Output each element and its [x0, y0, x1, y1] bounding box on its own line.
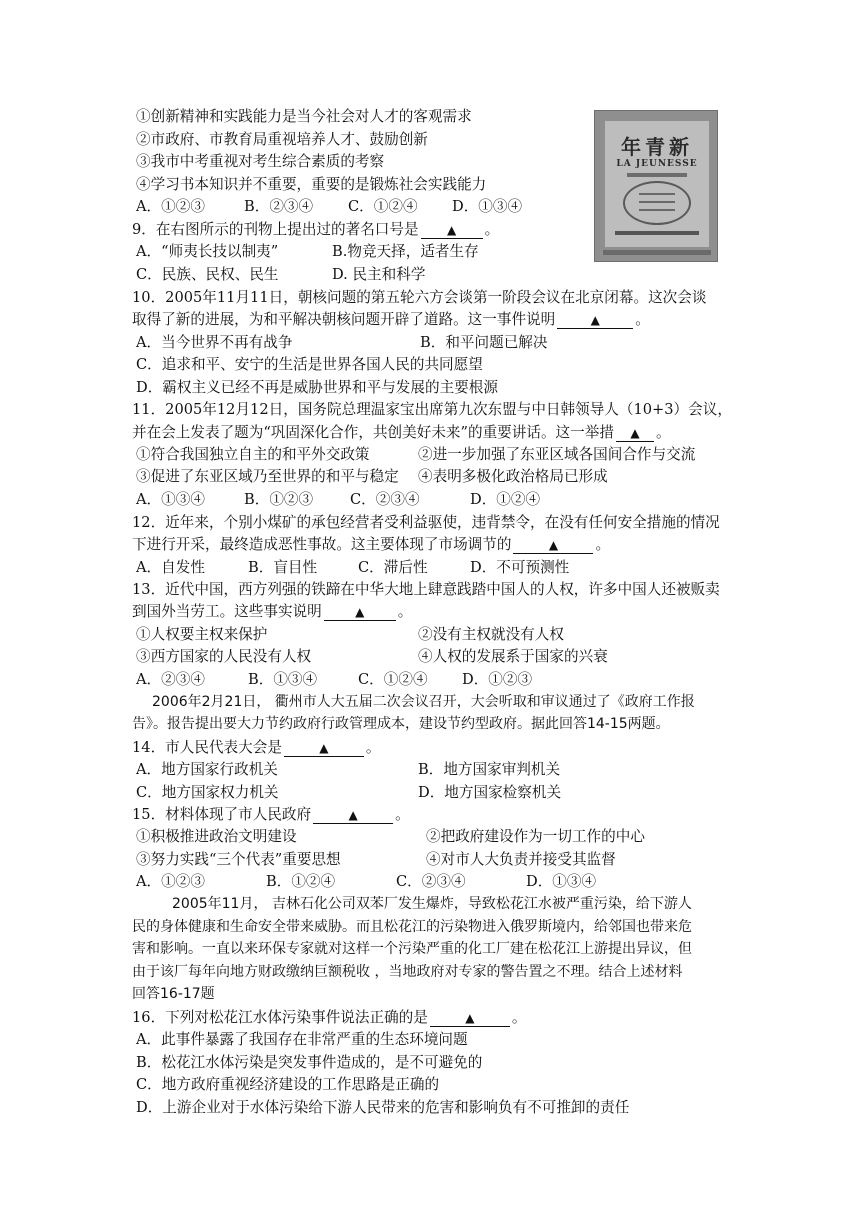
q12-option-a: A．自发性 — [136, 559, 205, 576]
q14-option-d: D．地方国家检察机关 — [418, 784, 562, 801]
q14-stem: 14．市人民代表大会是 ▲ 。 — [132, 739, 381, 756]
q8-statement: ④学习书本知识并不重要，重要的是锻炼社会实践能力 — [136, 176, 487, 193]
q12-stem-line2: 下进行开采，最终造成恶性事故。这主要体现了市场调节的 ▲ 。 — [132, 536, 611, 553]
material-paragraph: 回答16-17题 — [132, 986, 215, 1002]
q11-option-c: C．②③④ — [350, 491, 420, 508]
q11-statement: ②进一步加强了东亚区域各国间合作与交流 — [418, 446, 696, 463]
q11-statement: ①符合我国独立自主的和平外交政策 — [136, 446, 370, 463]
answer-blank: ▲ — [513, 537, 593, 554]
answer-blank: ▲ — [616, 425, 654, 442]
q10-option-d: D．霸权主义已经不再是威胁世界和平与发展的主要根源 — [136, 379, 498, 396]
q15-statement: ①积极推进政治文明建设 — [136, 828, 297, 845]
material-paragraph: 由于该厂每年向地方财政缴纳巨额税收 ，当地政府对专家的警告置之不理。结合上述材料 — [132, 964, 683, 980]
q13-statement: ③西方国家的人民没有人权 — [136, 648, 312, 665]
q9-option-a: A．“师夷长技以制夷” — [136, 243, 279, 260]
q15-statement: ④对市人大负责并接受其监督 — [426, 851, 616, 868]
q8-option-b: B．②③④ — [244, 198, 314, 215]
q11-stem-line1: 11．2005年12月12日，国务院总理温家宝出席第九次东盟与中日韩领导人（10+3）会议， — [132, 401, 732, 418]
material-paragraph: 告》。报告提出要大力节约政府行政管理成本，建设节约型政府。据此回答14-15两题。 — [132, 716, 670, 732]
q13-option-c: C．①②④ — [358, 671, 428, 688]
q16-option-b: B．松花江水体污染是突发事件造成的，是不可避免的 — [136, 1054, 483, 1071]
q10-option-c: C．追求和平、安宁的生活是世界各国人民的共同愿望 — [136, 356, 483, 373]
q15-statement: ②把政府建设作为一切工作的中心 — [426, 828, 645, 845]
cover-subtitle: LA JEUNESSE — [616, 159, 698, 169]
q15-option-d: D．①③④ — [526, 873, 597, 890]
answer-blank: ▲ — [430, 1010, 510, 1027]
answer-blank: ▲ — [313, 807, 393, 824]
answer-blank: ▲ — [284, 740, 364, 757]
q8-statement: ①创新精神和实践能力是当今社会对人才的客观需求 — [136, 108, 472, 125]
q12-option-b: B．盲目性 — [248, 559, 318, 576]
q10-option-b: B．和平问题已解决 — [420, 334, 548, 351]
q15-option-a: A．①②③ — [136, 873, 205, 890]
material-paragraph: 民的身体健康和生命安全带来威胁。而且松花江的污染物进入俄罗斯境内，给邻国也带来危 — [132, 919, 692, 935]
q12-option-c: C．滞后性 — [358, 559, 428, 576]
q13-statement: ①人权要主权来保护 — [136, 626, 268, 643]
q9-option-d: D. 民主和科学 — [332, 266, 426, 283]
q11-option-a: A．①③④ — [136, 491, 205, 508]
q11-option-b: B．①②③ — [244, 491, 314, 508]
q14-option-c: C．地方国家权力机关 — [136, 784, 279, 801]
q15-stem: 15．材料体现了市人民政府 ▲ 。 — [132, 806, 410, 823]
q9-stem: 9．在右图所示的刊物上提出过的著名口号是 ▲ 。 — [132, 221, 500, 238]
magazine-cover-image — [594, 110, 718, 262]
q11-statement: ④表明多极化政治格局已形成 — [418, 468, 608, 485]
material-paragraph: 2005年11月， 吉林石化公司双苯厂发生爆炸，导致松花江水被严重污染，给下游人 — [172, 896, 692, 912]
q11-stem-line2: 并在会上发表了题为“巩固深化合作，共创美好未来”的重要讲话。这一举措 ▲ 。 — [132, 424, 671, 441]
q9-option-b: B.物竞天择，适者生存 — [332, 243, 479, 260]
q9-option-c: C．民族、民权、民生 — [136, 266, 279, 283]
cover-title: 年青新 — [621, 135, 693, 159]
q15-option-b: B．①②④ — [266, 873, 336, 890]
q12-option-d: D．不可预测性 — [470, 559, 570, 576]
q15-statement: ③努力实践“三个代表”重要思想 — [136, 851, 341, 868]
q13-stem-line2: 到国外当劳工。这些事实说明 ▲ 。 — [132, 603, 413, 620]
answer-blank: ▲ — [557, 312, 633, 329]
material-paragraph: 害和影响。一直以来环保专家就对这样一个污染严重的化工厂建在松花江上游提出异议，但 — [132, 941, 692, 957]
q11-option-d: D．①②④ — [470, 491, 541, 508]
q13-stem-line1: 13．近代中国，西方列强的铁蹄在中华大地上肆意践踏中国人的人权，许多中国人还被贩卖 — [132, 581, 720, 598]
q11-statement: ③促进了东亚区域乃至世界的和平与稳定 — [136, 468, 399, 485]
q14-option-b: B．地方国家审判机关 — [418, 761, 561, 778]
q13-option-d: D．①②③ — [462, 671, 533, 688]
q10-option-a: A．当今世界不再有战争 — [136, 334, 293, 351]
q8-option-c: C．①②④ — [348, 198, 418, 215]
q16-option-d: D．上游企业对于水体污染给下游人民带来的危害和影响负有不可推卸的责任 — [136, 1099, 630, 1116]
q8-statement: ③我市中考重视对考生综合素质的考察 — [136, 153, 385, 170]
material-paragraph: 2006年2月21日， 衢州市人大五届二次会议召开，大会听取和审议通过了《政府工作报 — [152, 694, 695, 710]
q13-option-b: B．①③④ — [248, 671, 318, 688]
q15-option-c: C．②③④ — [396, 873, 466, 890]
q16-option-c: C．地方政府重视经济建设的工作思路是正确的 — [136, 1076, 440, 1093]
q8-statement: ②市政府、市教育局重视培养人才、鼓励创新 — [136, 131, 428, 148]
q14-option-a: A．地方国家行政机关 — [136, 761, 278, 778]
q12-stem-line1: 12．近年来，个别小煤矿的承包经营者受利益驱使，违背禁令，在没有任何安全措施的情况 — [132, 514, 720, 531]
q10-stem-line1: 10．2005年11月11日，朝核问题的第五轮六方会谈第一阶段会议在北京闭幕。这次会谈 — [132, 289, 707, 306]
q16-stem: 16．下列对松花江水体污染事件说法正确的是 ▲ 。 — [132, 1009, 527, 1026]
answer-blank: ▲ — [324, 604, 396, 621]
q10-stem-line2: 取得了新的进展，为和平解决朝核问题开辟了道路。这一事件说明 ▲ 。 — [132, 311, 650, 328]
q16-option-a: A．此事件暴露了我国存在非常严重的生态环境问题 — [136, 1031, 468, 1048]
q8-option-a: A．①②③ — [136, 198, 205, 215]
q13-option-a: A．②③④ — [136, 671, 205, 688]
q8-option-d: D．①③④ — [452, 198, 523, 215]
q13-statement: ②没有主权就没有人权 — [418, 626, 564, 643]
q13-statement: ④人权的发展系于国家的兴衰 — [418, 648, 608, 665]
answer-blank: ▲ — [421, 222, 483, 239]
